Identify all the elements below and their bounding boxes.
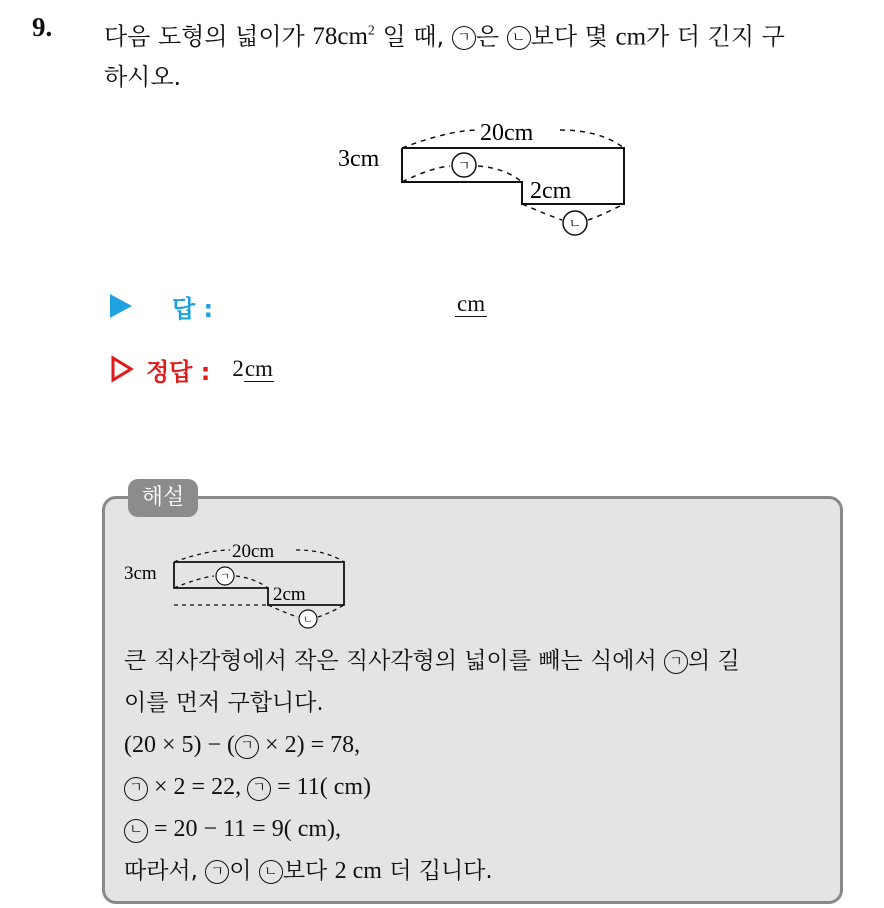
explanation-line2: 이를 먼저 구합니다. <box>124 690 324 716</box>
play-outline-icon <box>110 355 134 383</box>
symbol-giyeok: ㄱ <box>664 650 688 674</box>
symbol-nieun: ㄴ <box>124 819 148 843</box>
shape-outline <box>402 148 624 204</box>
left-length-label: 3cm <box>338 146 380 172</box>
correct-value: 2cm <box>232 356 273 381</box>
explanation-line1: 큰 직사각형에서 작은 직사각형의 넓이를 빼는 식에서 ㄱ 의 길 <box>124 648 740 674</box>
exp-figure-symbol-giyeok: ㄱ <box>220 572 230 583</box>
area-value: $78cm^2$ <box>312 23 375 51</box>
answer-label: 답 : <box>172 294 214 323</box>
question-number: 9. <box>32 12 53 42</box>
question-figure <box>330 112 650 247</box>
figure-symbol-nieun: ㄴ <box>568 217 582 232</box>
question-line2: 하시오. <box>104 63 182 92</box>
exp-figure-symbol-nieun: ㄴ <box>303 615 313 626</box>
conclusion: 따라서, ㄱ 이 ㄴ 보다 2 cm 더 깁니다. <box>124 858 493 884</box>
equation-3: ㄴ = 20 − 11 = 9( cm), <box>124 808 834 850</box>
play-icon <box>110 294 132 318</box>
explanation-text <box>124 640 834 892</box>
symbol-giyeok: ㄱ <box>247 777 271 801</box>
figure-symbol-giyeok: ㄱ <box>457 159 471 174</box>
exp-top-length-label: 20cm <box>232 541 275 562</box>
exp-step-length-label: 2cm <box>273 584 306 605</box>
equation-2: ㄱ × 2 = 22, ㄱ = 11( cm) <box>124 766 834 808</box>
exp-left-length-label: 3cm <box>124 563 157 584</box>
symbol-giyeok: ㄱ <box>124 777 148 801</box>
symbol-giyeok: ㄱ <box>235 735 259 759</box>
answer-row <box>110 290 213 322</box>
top-length-label: 20cm <box>480 120 534 146</box>
symbol-nieun: ㄴ <box>507 26 531 50</box>
explanation-figure <box>118 536 358 636</box>
equation-1: (20 × 5) − ( ㄱ × 2) = 78, <box>124 732 361 758</box>
symbol-giyeok: ㄱ <box>452 26 476 50</box>
step-length-label: 2cm <box>530 178 572 204</box>
answer-input-blank[interactable]: cm <box>457 291 486 316</box>
symbol-nieun: ㄴ <box>259 860 283 884</box>
question-text: 다음 도형의 넓이가 $78cm^2$ 일 때, ㄱ 은 ㄴ 보다 몇 cm가 더 긴지 구 하시오. <box>104 12 874 97</box>
symbol-giyeok: ㄱ <box>205 860 229 884</box>
explanation-tab: 해설 <box>128 479 198 517</box>
correct-row <box>110 352 274 386</box>
correct-label: 정답 : <box>146 357 211 386</box>
exp-shape-outline <box>174 562 344 605</box>
